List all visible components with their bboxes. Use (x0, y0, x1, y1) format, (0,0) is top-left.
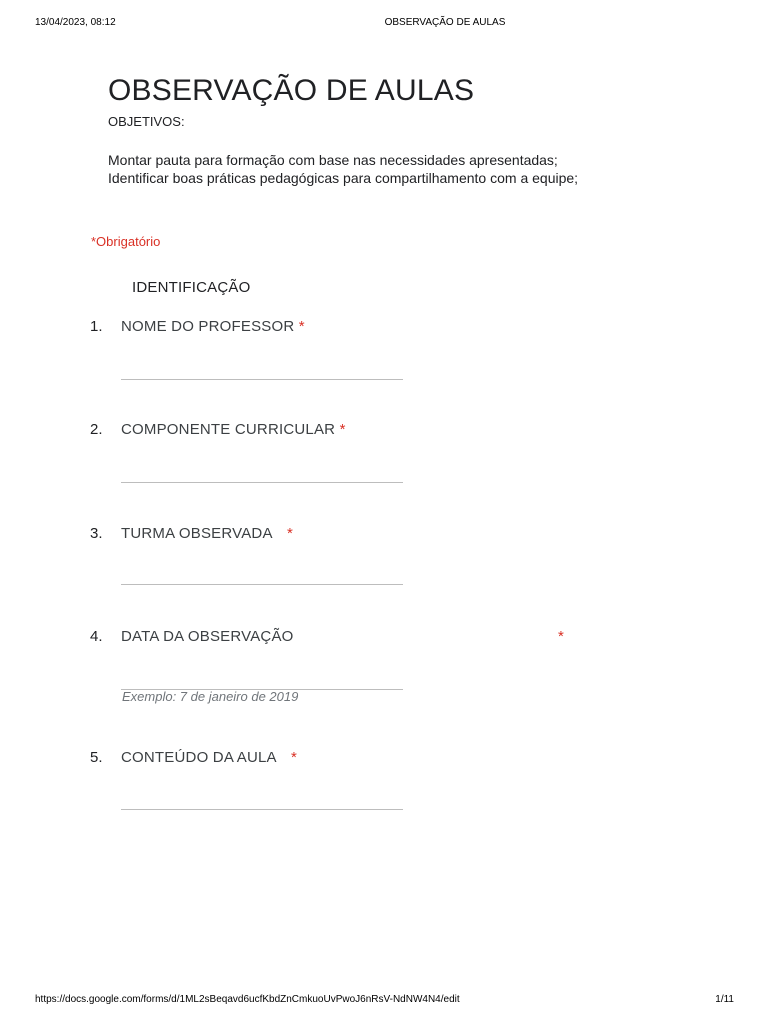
section-title: IDENTIFICAÇÃO (132, 279, 251, 296)
question-label-text: NOME DO PROFESSOR (121, 318, 295, 335)
answer-field-turma-observada[interactable] (121, 584, 403, 585)
print-footer-page-number: 1/11 (715, 994, 734, 1005)
objectives-label: OBJETIVOS: (108, 114, 185, 129)
question-label: CONTEÚDO DA AULA (121, 749, 277, 766)
question-label (121, 421, 346, 438)
required-star: * (298, 318, 305, 335)
question-number: 2. (90, 421, 103, 438)
question-number: 4. (90, 628, 103, 645)
print-header-title: OBSERVAÇÃO DE AULAS (384, 17, 506, 28)
date-format-hint: Exemplo: 7 de janeiro de 2019 (122, 689, 299, 704)
answer-field-nome-do-professor[interactable] (121, 379, 403, 380)
required-star: * (291, 749, 297, 766)
form-description (108, 151, 578, 187)
answer-field-conteudo-da-aula[interactable] (121, 809, 403, 810)
required-star: * (287, 525, 293, 542)
question-number: 5. (90, 749, 103, 766)
description-line: Montar pauta para formação com base nas necessidades apresentadas; (108, 152, 558, 168)
print-header-datetime: 13/04/2023, 08:12 (35, 17, 116, 28)
form-title: OBSERVAÇÃO DE AULAS (108, 74, 475, 107)
print-footer-url: https://docs.google.com/forms/d/1ML2sBeqavd6ucfKbdZnCmkuoUvPwoJ6nRsV-NdNW4N4/edit (35, 994, 460, 1005)
required-star: * (558, 628, 564, 645)
required-note: *Obrigatório (91, 234, 161, 249)
question-label (121, 318, 305, 335)
required-star: * (339, 421, 346, 438)
question-number: 1. (90, 318, 103, 335)
answer-field-componente-curricular[interactable] (121, 482, 403, 483)
description-line: Identificar boas práticas pedagógicas para compartilhamento com a equipe; (108, 170, 579, 186)
question-label-text: COMPONENTE CURRICULAR (121, 421, 336, 438)
question-number: 3. (90, 525, 103, 542)
question-label: TURMA OBSERVADA (121, 525, 273, 542)
question-label: DATA DA OBSERVAÇÃO (121, 628, 294, 645)
